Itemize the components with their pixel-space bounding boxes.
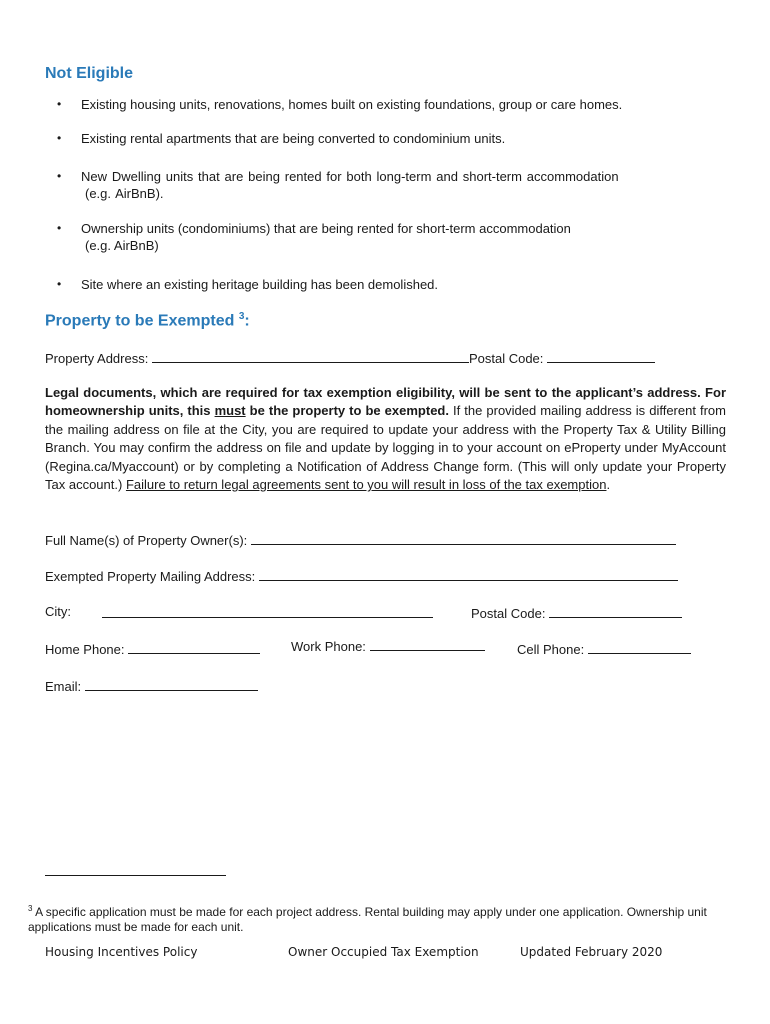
- list-item-continuation: (e.g. AirBnB).: [85, 186, 164, 201]
- email-label: Email:: [45, 679, 82, 694]
- property-heading-text: Property to be Exempted: [45, 312, 235, 330]
- cell-phone-row: [517, 640, 691, 657]
- footnote-text: A specific application must be made for each project address. Rental building may apply under one application. Ownership unit applications must be made for each unit.: [28, 905, 707, 934]
- work-phone-row: [291, 637, 485, 654]
- footnote-marker: 3: [28, 904, 33, 913]
- property-address-label: Property Address:: [45, 351, 149, 366]
- work-phone-field[interactable]: [370, 637, 485, 651]
- footer-left: Housing Incentives Policy: [45, 945, 198, 959]
- list-item-text: Site where an existing heritage building has been demolished.: [81, 277, 439, 292]
- cell-phone-field[interactable]: [588, 640, 691, 654]
- mailing-address-field[interactable]: [259, 567, 678, 581]
- list-item: [81, 220, 671, 254]
- home-phone-label: Home Phone:: [45, 642, 125, 657]
- bullet-icon: •: [57, 221, 62, 235]
- footer-right: Updated February 2020: [520, 945, 663, 959]
- footer-center: Owner Occupied Tax Exemption: [288, 945, 479, 959]
- work-phone-label: Work Phone:: [291, 639, 366, 654]
- home-phone-field[interactable]: [128, 640, 260, 654]
- footnote-separator: [45, 875, 226, 876]
- list-item: [81, 96, 671, 113]
- property-heading: [45, 311, 250, 330]
- city-label: City:: [45, 604, 71, 619]
- email-row: [45, 677, 258, 694]
- legal-notice-text: If the provided mailing address is different from the mailing address on file at the City, you are required to update your address with the Property Tax & Utility Billing Branch. You may confirm the address on file and update by logging in to your account on eProperty under MyAccount (Regina.ca/Myaccount) or by completing a Notification of Address Change form. (This will only update your Property Tax account.): [45, 403, 726, 493]
- list-item-text: Existing housing units, renovations, homes built on existing foundations, group or care homes.: [81, 97, 623, 112]
- not-eligible-heading: Not Eligible: [45, 65, 133, 82]
- property-heading-colon: :: [244, 312, 250, 330]
- legal-notice-must: must: [214, 403, 246, 419]
- postal-code-field[interactable]: [549, 604, 682, 618]
- list-item: [81, 276, 671, 293]
- property-address-field[interactable]: [152, 349, 469, 363]
- home-phone-row: [45, 640, 260, 657]
- legal-notice-bold-2: be the property to be exempted.: [245, 403, 449, 419]
- list-item-text: Existing rental apartments that are being converted to condominium units.: [81, 131, 506, 146]
- mailing-address-label: Exempted Property Mailing Address:: [45, 569, 256, 584]
- legal-notice: [45, 384, 726, 494]
- bullet-icon: •: [57, 97, 62, 111]
- legal-notice-bold: Legal documents, which are required for tax exemption eligibility, will be sent to the applicant’s address. For homeownership units, this: [45, 385, 726, 419]
- list-item: [81, 168, 671, 202]
- footnote-ref: 3: [238, 311, 245, 322]
- footnote: [28, 901, 728, 935]
- legal-notice-end: .: [606, 477, 611, 493]
- city-row: [45, 604, 71, 619]
- owner-name-row: [45, 531, 676, 548]
- bullet-icon: •: [57, 131, 62, 145]
- legal-notice-warning: Failure to return legal agreements sent to you will result in loss of the tax exemption: [125, 477, 607, 493]
- list-item-text: Ownership units (condominiums) that are being rented for short-term accommodation: [81, 221, 571, 236]
- postal-code-row: [471, 604, 682, 621]
- list-item-text: New Dwelling units that are being rented for both long-term and short-term accommodation: [81, 169, 619, 184]
- list-item: [81, 130, 671, 147]
- owner-name-label: Full Name(s) of Property Owner(s):: [45, 533, 248, 548]
- list-item-continuation: (e.g. AirBnB): [85, 238, 159, 253]
- postal-code-label: Postal Code:: [471, 606, 546, 621]
- cell-phone-label: Cell Phone:: [517, 642, 585, 657]
- bullet-icon: •: [57, 169, 62, 183]
- city-field[interactable]: [102, 604, 433, 618]
- property-postal-label: Postal Code:: [468, 351, 544, 366]
- property-address-row: [45, 349, 655, 366]
- property-postal-field[interactable]: [547, 349, 655, 363]
- mailing-address-row: [45, 567, 678, 584]
- email-field[interactable]: [85, 677, 258, 691]
- bullet-icon: •: [57, 277, 62, 291]
- owner-name-field[interactable]: [251, 531, 676, 545]
